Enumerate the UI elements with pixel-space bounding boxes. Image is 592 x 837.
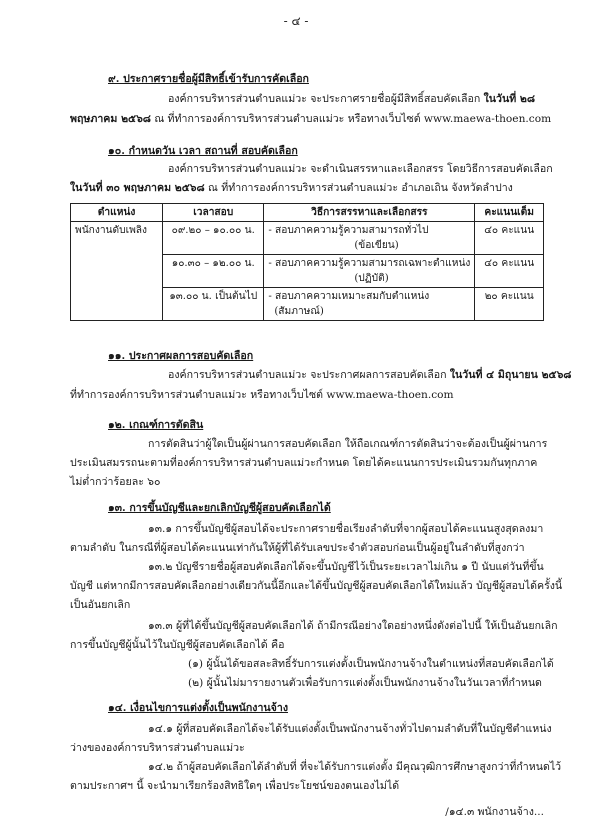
- method-line: - สอบภาคความเหมาะสมกับตำแหน่ง: [268, 291, 430, 302]
- page-footer-continuation: /๑๔.๓ พนักงานจ้าง...: [445, 806, 544, 818]
- section-12-heading: ๑๒. เกณฑ์การตัดสิน: [108, 419, 204, 431]
- table-cell-score: ๔๐ คะแนน: [475, 222, 544, 255]
- table-header-row: [71, 204, 544, 222]
- table-cell-method: [264, 222, 475, 255]
- section-13-text-line-6: ๑๓.๓ ผู้ที่ได้ขึ้นบัญชีผู้สอบคัดเลือกได้ ถ้ามีกรณีอย่างใดอย่างหนึ่งดังต่อไปนี้ ให้เป็นอันยกเลิก: [148, 620, 558, 632]
- section-14-heading: ๑๔. เงื่อนไขการแต่งตั้งเป็นพนักงานจ้าง: [108, 702, 288, 714]
- section-14-text-line-2: ว่างขององค์การบริหารส่วนตำบลแม่วะ: [70, 742, 245, 754]
- section-9-heading: ๙. ประกาศรายชื่อผู้มีสิทธิ์เข้ารับการคัดเลือก: [108, 73, 309, 85]
- section-11-text-1a: องค์การบริหารส่วนตำบลแม่วะ จะประกาศผลการสอบคัดเลือก: [168, 369, 447, 381]
- table-cell-method: [264, 288, 475, 321]
- section-10-heading: ๑๐. กำหนดวัน เวลา สถานที่ สอบคัดเลือก: [108, 145, 298, 157]
- section-11-date: ในวันที่ ๔ มิถุนายน ๒๕๖๘: [449, 369, 572, 381]
- table-cell-time: ๐๙.๒๐ – ๑๐.๐๐ น.: [163, 222, 264, 255]
- section-9-text-2b: ณ ที่ทำการองค์การบริหารส่วนตำบลแม่วะ หรือทางเว็บไซต์ www.maewa-thoen.com: [154, 113, 552, 125]
- section-13-text-line-4: บัญชี แต่หากมีการสอบคัดเลือกอย่างเดียวกันนี้อีกและได้ขึ้นบัญชีผู้สอบคัดเลือกได้ใหม่แล้ว บัญชีผู้สอบได้ครั้งนี้: [70, 580, 563, 592]
- section-13-text-line-3: ๑๓.๒ บัญชีรายชื่อผู้สอบคัดเลือกได้จะขึ้นบัญชีไว้เป็นระยะเวลาไม่เกิน ๑ ปี นับแต่วันที่ขึ้น: [148, 561, 544, 573]
- method-line: - สอบภาคความรู้ความสามารถเฉพาะตำแหน่ง: [268, 258, 471, 269]
- table-cell-method: [264, 255, 475, 288]
- section-10-text-2b: ณ ที่ทำการองค์การบริหารส่วนตำบลแม่วะ อำเภอเถิน จังหวัดลำปาง: [208, 182, 513, 194]
- table-header-position: ตำแหน่ง: [71, 204, 163, 222]
- section-9-text-line-2: [70, 112, 551, 126]
- section-12-text-line-3: ไม่ต่ำกว่าร้อยละ ๖๐: [70, 476, 161, 488]
- section-14-text-line-3: ๑๔.๒ ถ้าผู้สอบคัดเลือกได้ลำดับที่ ที่จะได้รับการแต่งตั้ง มีคุณวุฒิการศึกษาสูงกว่าที่กำหนดไว้: [148, 761, 562, 773]
- table-cell-score: ๔๐ คะแนน: [475, 255, 544, 288]
- method-line-sub: (ข้อเขียน): [354, 240, 399, 251]
- section-12-text-line-2: ประเมินสมรรถนะตามที่องค์การบริหารส่วนตำบลแม่วะกำหนด โดยได้คะแนนการประเมินรวมกันทุกภาค: [70, 457, 538, 469]
- section-13-text-line-8: (๑) ผู้นั้นได้ขอสละสิทธิ์รับการแต่งตั้งเป็นพนักงานจ้างในตำแหน่งที่สอบคัดเลือกได้: [188, 658, 554, 670]
- table-header-time: เวลาสอบ: [163, 204, 264, 222]
- section-9-date-part-1: ในวันที่ ๒๘: [483, 93, 536, 105]
- section-13-heading: ๑๓. การขึ้นบัญชีและยกเลิกบัญชีผู้สอบคัดเลือกได้: [108, 502, 331, 514]
- section-13-text-line-9: (๒) ผู้นั้นไม่มารายงานตัวเพื่อรับการแต่งตั้งเป็นพนักงานจ้างในวันเวลาที่กำหนด: [188, 677, 542, 689]
- method-line: - สอบภาคความรู้ความสามารถทั่วไป: [268, 225, 429, 236]
- table-header-score: คะแนนเต็ม: [475, 204, 544, 222]
- section-9-text-1a: องค์การบริหารส่วนตำบลแม่วะ จะประกาศรายชื่อผู้มีสิทธิ์สอบคัดเลือก: [168, 93, 481, 105]
- section-11-text-line-2: ที่ทำการองค์การบริหารส่วนตำบลแม่วะ หรือทางเว็บไซต์ www.maewa-thoen.com: [70, 389, 454, 401]
- section-14-text-line-1: ๑๔.๑ ผู้ที่สอบคัดเลือกได้จะได้รับแต่งตั้งเป็นพนักงานจ้างทั่วไปตามลำดับที่ในบัญชีตำแหน่ง: [148, 723, 552, 735]
- section-13-text-line-7: การขึ้นบัญชีผู้นั้นไว้ในบัญชีผู้สอบคัดเลือกได้ คือ: [70, 639, 285, 651]
- section-10-date: ในวันที่ ๓๐ พฤษภาคม ๒๕๖๘: [70, 182, 205, 194]
- section-13-text-line-1: ๑๓.๑ การขึ้นบัญชีผู้สอบได้จะประกาศรายชื่อเรียงลำดับที่จากผู้สอบได้คะแนนสูงสุดลงมา: [148, 523, 544, 535]
- section-11-heading: ๑๑. ประกาศผลการสอบคัดเลือก: [108, 350, 254, 362]
- section-10-text-line-1: องค์การบริหารส่วนตำบลแม่วะ จะดำเนินสรรหาและเลือกสรร โดยวิธีการสอบคัดเลือก: [168, 163, 553, 175]
- table-cell-score: ๒๐ คะแนน: [475, 288, 544, 321]
- section-9-text-line-1: [168, 92, 535, 106]
- section-13-text-line-2: ตามลำดับ ในกรณีที่ผู้สอบได้คะแนนเท่ากันให้ผู้ที่ได้รับเลขประจำตัวสอบก่อนเป็นผู้อยู่ในลำดับที่สูงกว่า: [70, 542, 525, 554]
- table-cell-position: พนักงานดับเพลิง: [71, 222, 163, 321]
- table-header-method: วิธีการสรรหาและเลือกสรร: [264, 204, 475, 222]
- method-line-sub: (สัมภาษณ์): [274, 306, 324, 317]
- section-9-date-part-2: พฤษภาคม ๒๕๖๘: [70, 113, 151, 125]
- table-cell-time: ๑๓.๐๐ น. เป็นต้นไป: [163, 288, 264, 321]
- table-row: [71, 222, 544, 255]
- section-12-text-line-1: การตัดสินว่าผู้ใดเป็นผู้ผ่านการสอบคัดเลือก ให้ถือเกณฑ์การตัดสินว่าจะต้องเป็นผู้ผ่านการ: [148, 438, 548, 450]
- page-number: - ๔ -: [283, 14, 309, 28]
- section-13-text-line-5: เป็นอันยกเลิก: [70, 599, 131, 611]
- exam-schedule-table: [70, 203, 544, 321]
- section-14-text-line-4: ตามประกาศฯ นี้ จะนำมาเรียกร้องสิทธิใดๆ เพื่อประโยชน์ของตนเองไม่ได้: [70, 780, 400, 792]
- section-10-text-line-2: [70, 181, 513, 195]
- table-cell-time: ๑๐.๓๐ – ๑๒.๐๐ น.: [163, 255, 264, 288]
- section-11-text-line-1: [168, 368, 571, 382]
- method-line-sub: (ปฏิบัติ): [354, 273, 389, 284]
